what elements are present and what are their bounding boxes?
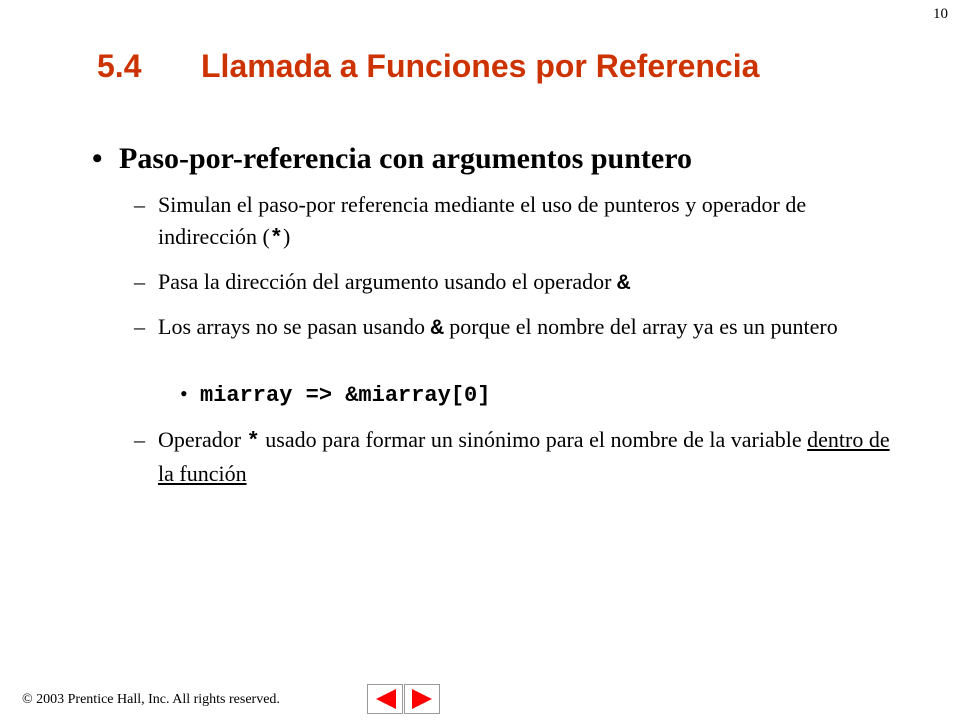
underlined-text: dentro de la función <box>158 427 890 486</box>
code-snippet: & <box>430 316 444 341</box>
bullet-dot: • <box>92 142 103 175</box>
text-segment: Operador <box>158 427 247 452</box>
text-segment: usado para formar un sinónimo para el nombre de la variable <box>259 427 808 452</box>
sub-bullet-dash: – <box>134 427 145 452</box>
text-segment: Simulan el paso-por referencia mediante el uso de punteros y operador de indirección ( <box>158 192 807 249</box>
sub-bullet-text <box>158 311 894 345</box>
sub-bullet-text <box>158 266 894 300</box>
previous-slide-button[interactable] <box>367 684 403 714</box>
copyright-icon: © <box>22 692 33 707</box>
nested-bullet-dot: • <box>180 381 188 406</box>
triangle-left-icon <box>368 685 402 713</box>
sub-bullet-text <box>158 424 894 490</box>
text-segment: porque el nombre del array ya es un puntero <box>443 314 838 339</box>
sub-bullet-1 <box>134 189 894 255</box>
triangle-right-shape <box>412 689 432 709</box>
sub-bullet-3 <box>134 311 894 345</box>
text-segment: Pasa la dirección del argumento usando el operador <box>158 269 617 294</box>
code-snippet: * <box>246 429 260 454</box>
next-slide-button[interactable] <box>404 684 440 714</box>
code-example: miarray => &miarray[0] <box>200 383 491 408</box>
slide-title <box>97 48 759 85</box>
sub-bullet-dash: – <box>134 269 145 294</box>
code-snippet: * <box>269 226 283 251</box>
slide-number: 10 <box>933 6 948 22</box>
title-text: Llamada a Funciones por Referencia <box>201 48 760 84</box>
code-snippet: & <box>617 271 631 296</box>
text-segment: ) <box>283 224 291 249</box>
main-bullet-text: Paso-por-referencia con argumentos puntero <box>119 142 692 175</box>
footer-copyright <box>22 692 280 708</box>
sub-bullet-dash: – <box>134 192 145 217</box>
text-segment: Los arrays no se pasan usando <box>158 314 431 339</box>
main-bullet <box>92 142 692 176</box>
sub-bullet-text <box>158 189 894 255</box>
section-number: 5.4 <box>97 48 142 84</box>
footer-text: 2003 Prentice Hall, Inc. All rights reserved. <box>32 692 280 707</box>
sub-bullet-2 <box>134 266 894 300</box>
sub-bullet-4 <box>134 424 894 490</box>
triangle-right-icon <box>405 685 439 713</box>
triangle-left-shape <box>376 689 396 709</box>
sub-bullet-dash: – <box>134 314 145 339</box>
nested-bullet <box>180 381 490 408</box>
